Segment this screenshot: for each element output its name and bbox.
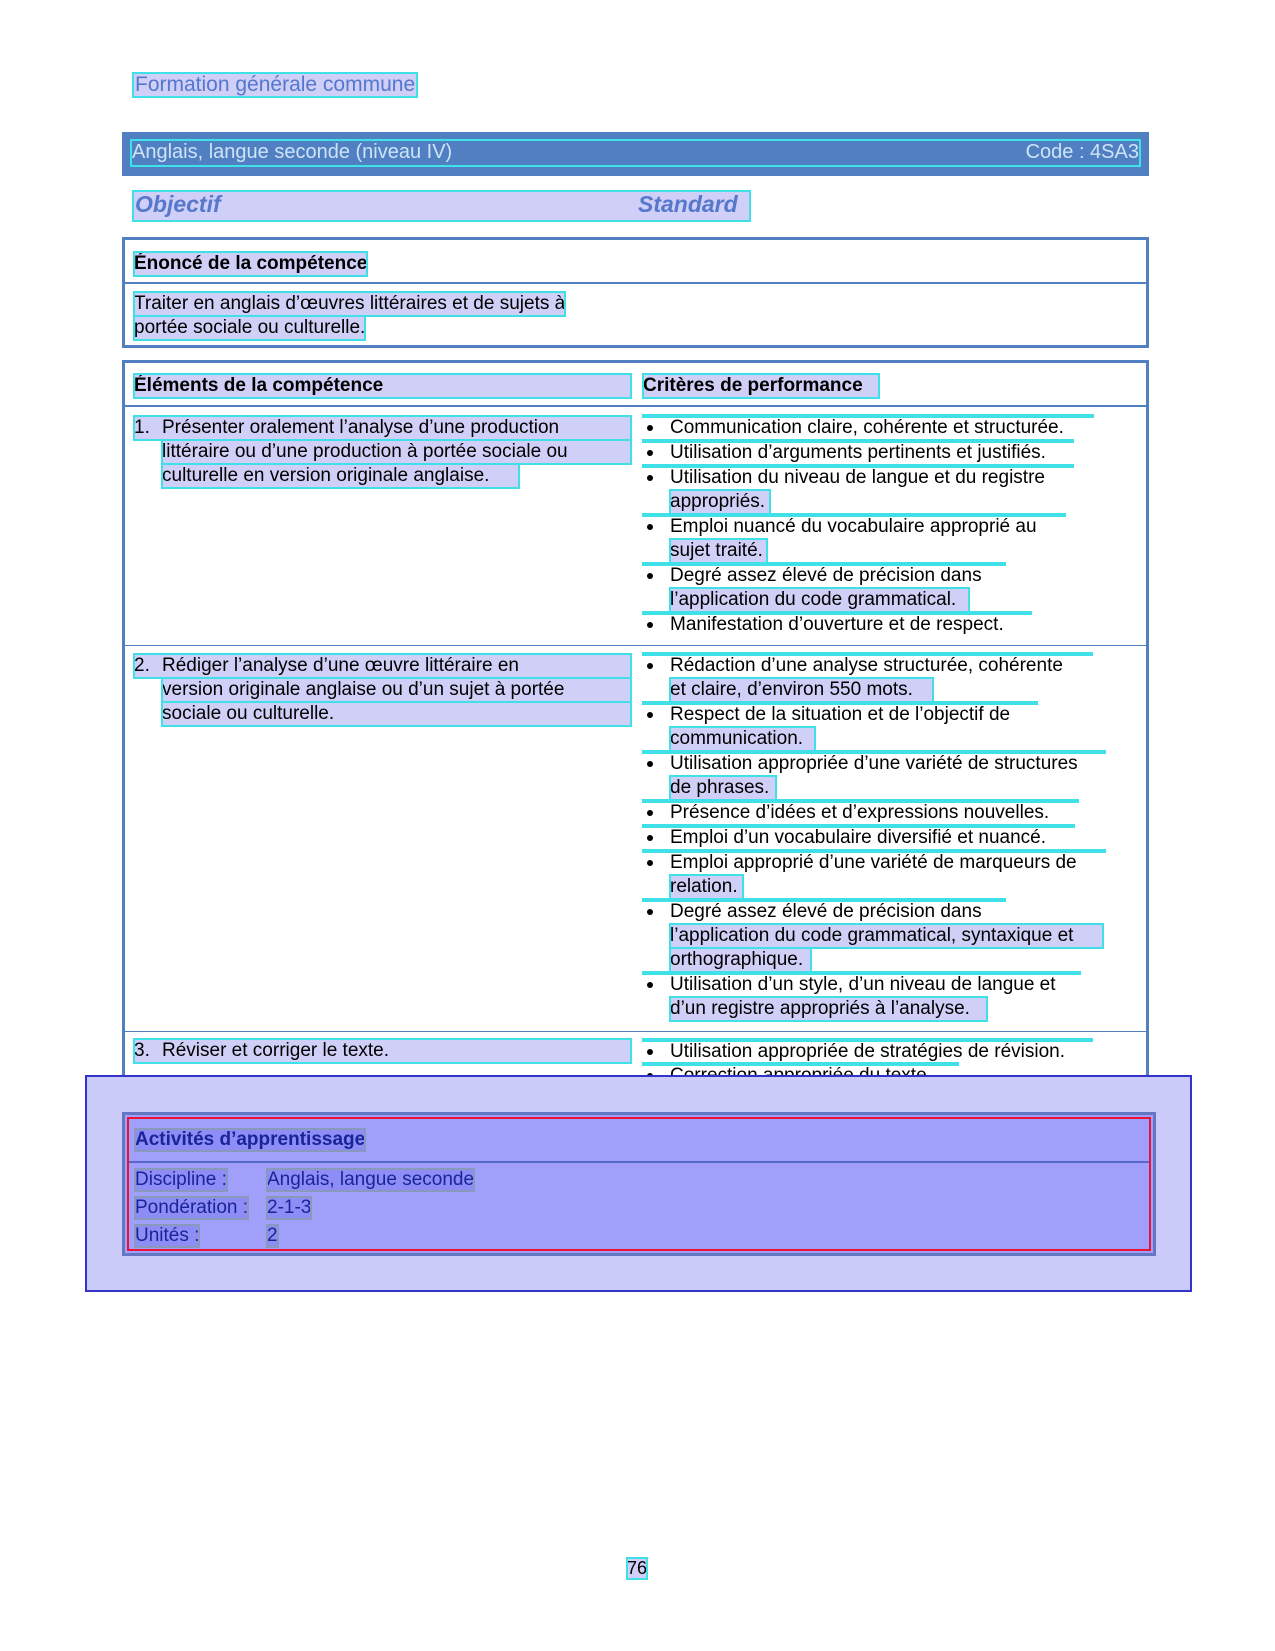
ponderation-label: Pondération :	[135, 1197, 249, 1218]
page-number: 76	[627, 1558, 648, 1578]
bullet-icon	[647, 909, 653, 915]
competence-line-2: portée sociale ou culturelle.	[134, 317, 366, 338]
bullet-icon	[647, 524, 653, 530]
table-header-divider	[125, 405, 1146, 407]
criterion-continuation: orthographique.	[670, 948, 811, 972]
element-number: 2.	[134, 655, 150, 676]
element-number: 1.	[134, 417, 150, 438]
bullet-icon	[647, 622, 653, 628]
criterion-continuation: relation.	[670, 875, 743, 899]
competence-statement-box	[122, 237, 1149, 348]
objective-heading: Objectif	[135, 191, 221, 217]
discipline-value: Anglais, langue seconde	[267, 1169, 475, 1190]
row-divider	[125, 1031, 1146, 1032]
discipline-label: Discipline :	[135, 1169, 227, 1190]
element-2-line-2: version originale anglaise ou d’un sujet à portée	[162, 678, 631, 702]
competence-line-1: Traiter en anglais d’œuvres littéraires et de sujets à	[134, 293, 566, 314]
criterion-continuation: sujet traité.	[670, 539, 767, 563]
element-number: 3.	[134, 1040, 150, 1061]
criterion-continuation: l’application du code grammatical.	[670, 588, 969, 612]
bullet-icon	[647, 1049, 653, 1055]
element-text: Rédiger l’analyse d’une œuvre littéraire en	[162, 655, 519, 676]
competence-divider	[125, 282, 1146, 284]
criterion-continuation: d’un registre appropriés à l’analyse.	[670, 997, 987, 1021]
competence-heading: Énoncé de la compétence	[134, 253, 368, 274]
element-1-line-3: culturelle en version originale anglaise.	[162, 464, 519, 488]
element-text: Présenter oralement l’analyse d’une production	[162, 417, 560, 438]
criterion-continuation: de phrases.	[670, 776, 776, 800]
criteria-column-header: Critères de performance	[643, 374, 879, 398]
course-title: Anglais, langue seconde (niveau IV)	[132, 141, 453, 163]
learning-activities-frame	[127, 1117, 1151, 1251]
course-title-bar	[122, 132, 1149, 176]
bullet-icon	[647, 810, 653, 816]
bullet-icon	[647, 761, 653, 767]
course-code: Code : 4SA3	[1025, 141, 1139, 163]
standard-heading: Standard	[638, 191, 738, 217]
bullet-icon	[647, 712, 653, 718]
elements-column-header: Éléments de la compétence	[134, 374, 631, 398]
units-value: 2	[267, 1225, 278, 1246]
element-2-line-1	[134, 654, 631, 678]
element-1-line-1	[134, 416, 631, 440]
bullet-icon	[647, 835, 653, 841]
ponderation-value: 2-1-3	[267, 1197, 312, 1218]
criterion-continuation: l’application du code grammatical, syntaxique et	[670, 924, 1103, 948]
element-3-line-1	[134, 1039, 631, 1063]
learning-activities-box	[122, 1112, 1156, 1256]
bullet-icon	[647, 573, 653, 579]
bullet-icon	[647, 663, 653, 669]
section-label: Formation générale commune	[135, 73, 416, 96]
elements-table: Éléments de la compétence Critères de performance 1. Présenter oralement l’analyse d’une production littéraire ou d’une production à portée sociale ou culturelle en version originale anglaise. Communication claire, cohérente et structurée. Utilisation d’arguments pertinents et justifiés. Utilisation du niveau de langue et du registre appropriés. Emploi nuancé du vocabulaire approprié au sujet traité. Degré assez élevé de précision dans l’application du code grammatical. Manifestation d’ouverture et de respect. 2. Rédiger l’analyse d’une œuvre littéraire en version originale anglaise ou d’un sujet à portée sociale ou culturelle. Rédaction d’une analyse structurée, cohérente et claire, d’environ 550 mots. Respect de la situation et de l’objectif de communication. Utilisation appropriée d’une variété de structures de phrases. Présence d’idées et d’expressions nouvelles. Emploi d’un vocabulaire diversifié et nuancé. Emploi approprié d’une variété de marqueurs de relation. Degré assez élevé de précision dans l’application du code grammatical, syntaxique et orthographique. Utilisation d’un style, d’un niveau de langue et d’un registre appropriés à l’analyse. 3. Réviser et corriger le texte. Utilisation appropriée de stratégies de révision.	[122, 360, 1149, 1090]
bullet-icon	[647, 475, 653, 481]
units-label: Unités :	[135, 1225, 200, 1246]
criterion-continuation: appropriés.	[670, 490, 770, 514]
learning-activities-divider	[129, 1161, 1149, 1163]
element-2-line-3: sociale ou culturelle.	[162, 702, 631, 726]
criterion-continuation: et claire, d’environ 550 mots.	[670, 678, 933, 702]
bullet-icon	[647, 982, 653, 988]
bullet-icon	[647, 425, 653, 431]
row-divider	[125, 645, 1146, 646]
bullet-icon	[647, 860, 653, 866]
objective-standard-header	[133, 191, 750, 221]
element-1-line-2: littéraire ou d’une production à portée sociale ou	[162, 440, 631, 464]
learning-activities-heading: Activités d’apprentissage	[135, 1129, 366, 1150]
element-text: Réviser et corriger le texte.	[162, 1040, 390, 1061]
criterion-continuation: communication.	[670, 727, 815, 751]
bullet-icon	[647, 450, 653, 456]
